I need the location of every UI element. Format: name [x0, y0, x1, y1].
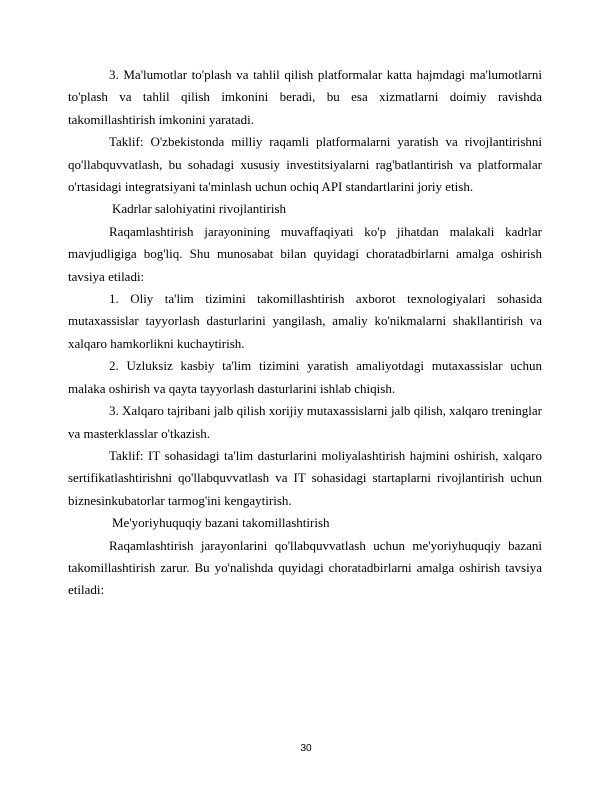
section-heading-personnel: Kadrlar salohiyatini rivojlantirish — [112, 201, 287, 217]
paragraph-data-collection: 3. Ma'lumotlar to'plash va tahlil qilish platformalar katta hajmdagi ma'lumotlarni to'plash va tahlil qilish imkonini beradi, bu esa xizmatlarni doimiy ravishda takomillashtirish imkonini yaratadi. — [68, 67, 542, 127]
page-number: 30 — [300, 743, 312, 754]
page-content — [68, 64, 542, 602]
paragraph-proposal-it-education: Taklif: IT sohasidagi ta'lim dasturlarini moliyalashtirish hajmini oshirish, xalqaro sertifikatlashtirishni qo'llabquvvatlash va IT sohasidagi startaplarni rivojlantirish uchun biznesinkubatorlar tarmog'ini kengaytirish. — [68, 447, 542, 508]
paragraph-higher-education: 1. Oliy ta'lim tizimini takomillashtirish axborot texnologiyalari sohasida mutaxassislar tayyorlash dasturlarini yangilash, amaliy ko'nikmalarni shakllantirish va xalqaro hamkorlikni kuchaytirish. — [68, 291, 542, 351]
paragraph-proposal-platforms: Taklif: O'zbekistonda milliy raqamli platformalarni yaratish va rivojlantirishni qo'llabquvvatlash, bu sohadagi xususiy investitsiyalarni rag'batlantirish va platformalar o'rtasidagi integratsiyani ta'minlash uchun ochiq API standartlarini joriy etish. — [68, 134, 542, 195]
paragraph-continuous-education: 2. Uzluksiz kasbiy ta'lim tizimini yaratish amaliyotdagi mutaxassislar uchun malaka oshirish va qayta tayyorlash dasturlarini ishlab chiqish. — [68, 358, 542, 396]
paragraph-legal-intro: Raqamlashtirish jarayonlarini qo'llabquvvatlash uchun me'yoriyhuquqiy bazani takomillashtirish zarur. Bu yo'nalishda quyidagi choratadbirlarni amalga oshirish tavsiya etiladi: — [68, 537, 542, 598]
paragraph-personnel-intro: Raqamlashtirish jarayonining muvaffaqiyati ko'p jihatdan malakali kadrlar mavjudligiga bog'liq. Shu munosabat bilan quyidagi choratadbirlarni amalga oshirish tavsiya etiladi: — [68, 223, 542, 284]
section-heading-legal-framework: Me'yoriyhuquqiy bazani takomillashtirish — [112, 515, 330, 531]
paragraph-international-experience: 3. Xalqaro tajribani jalb qilish xorijiy mutaxassislarni jalb qilish, xalqaro treninglar va masterklasslar o'tkazish. — [68, 403, 542, 441]
